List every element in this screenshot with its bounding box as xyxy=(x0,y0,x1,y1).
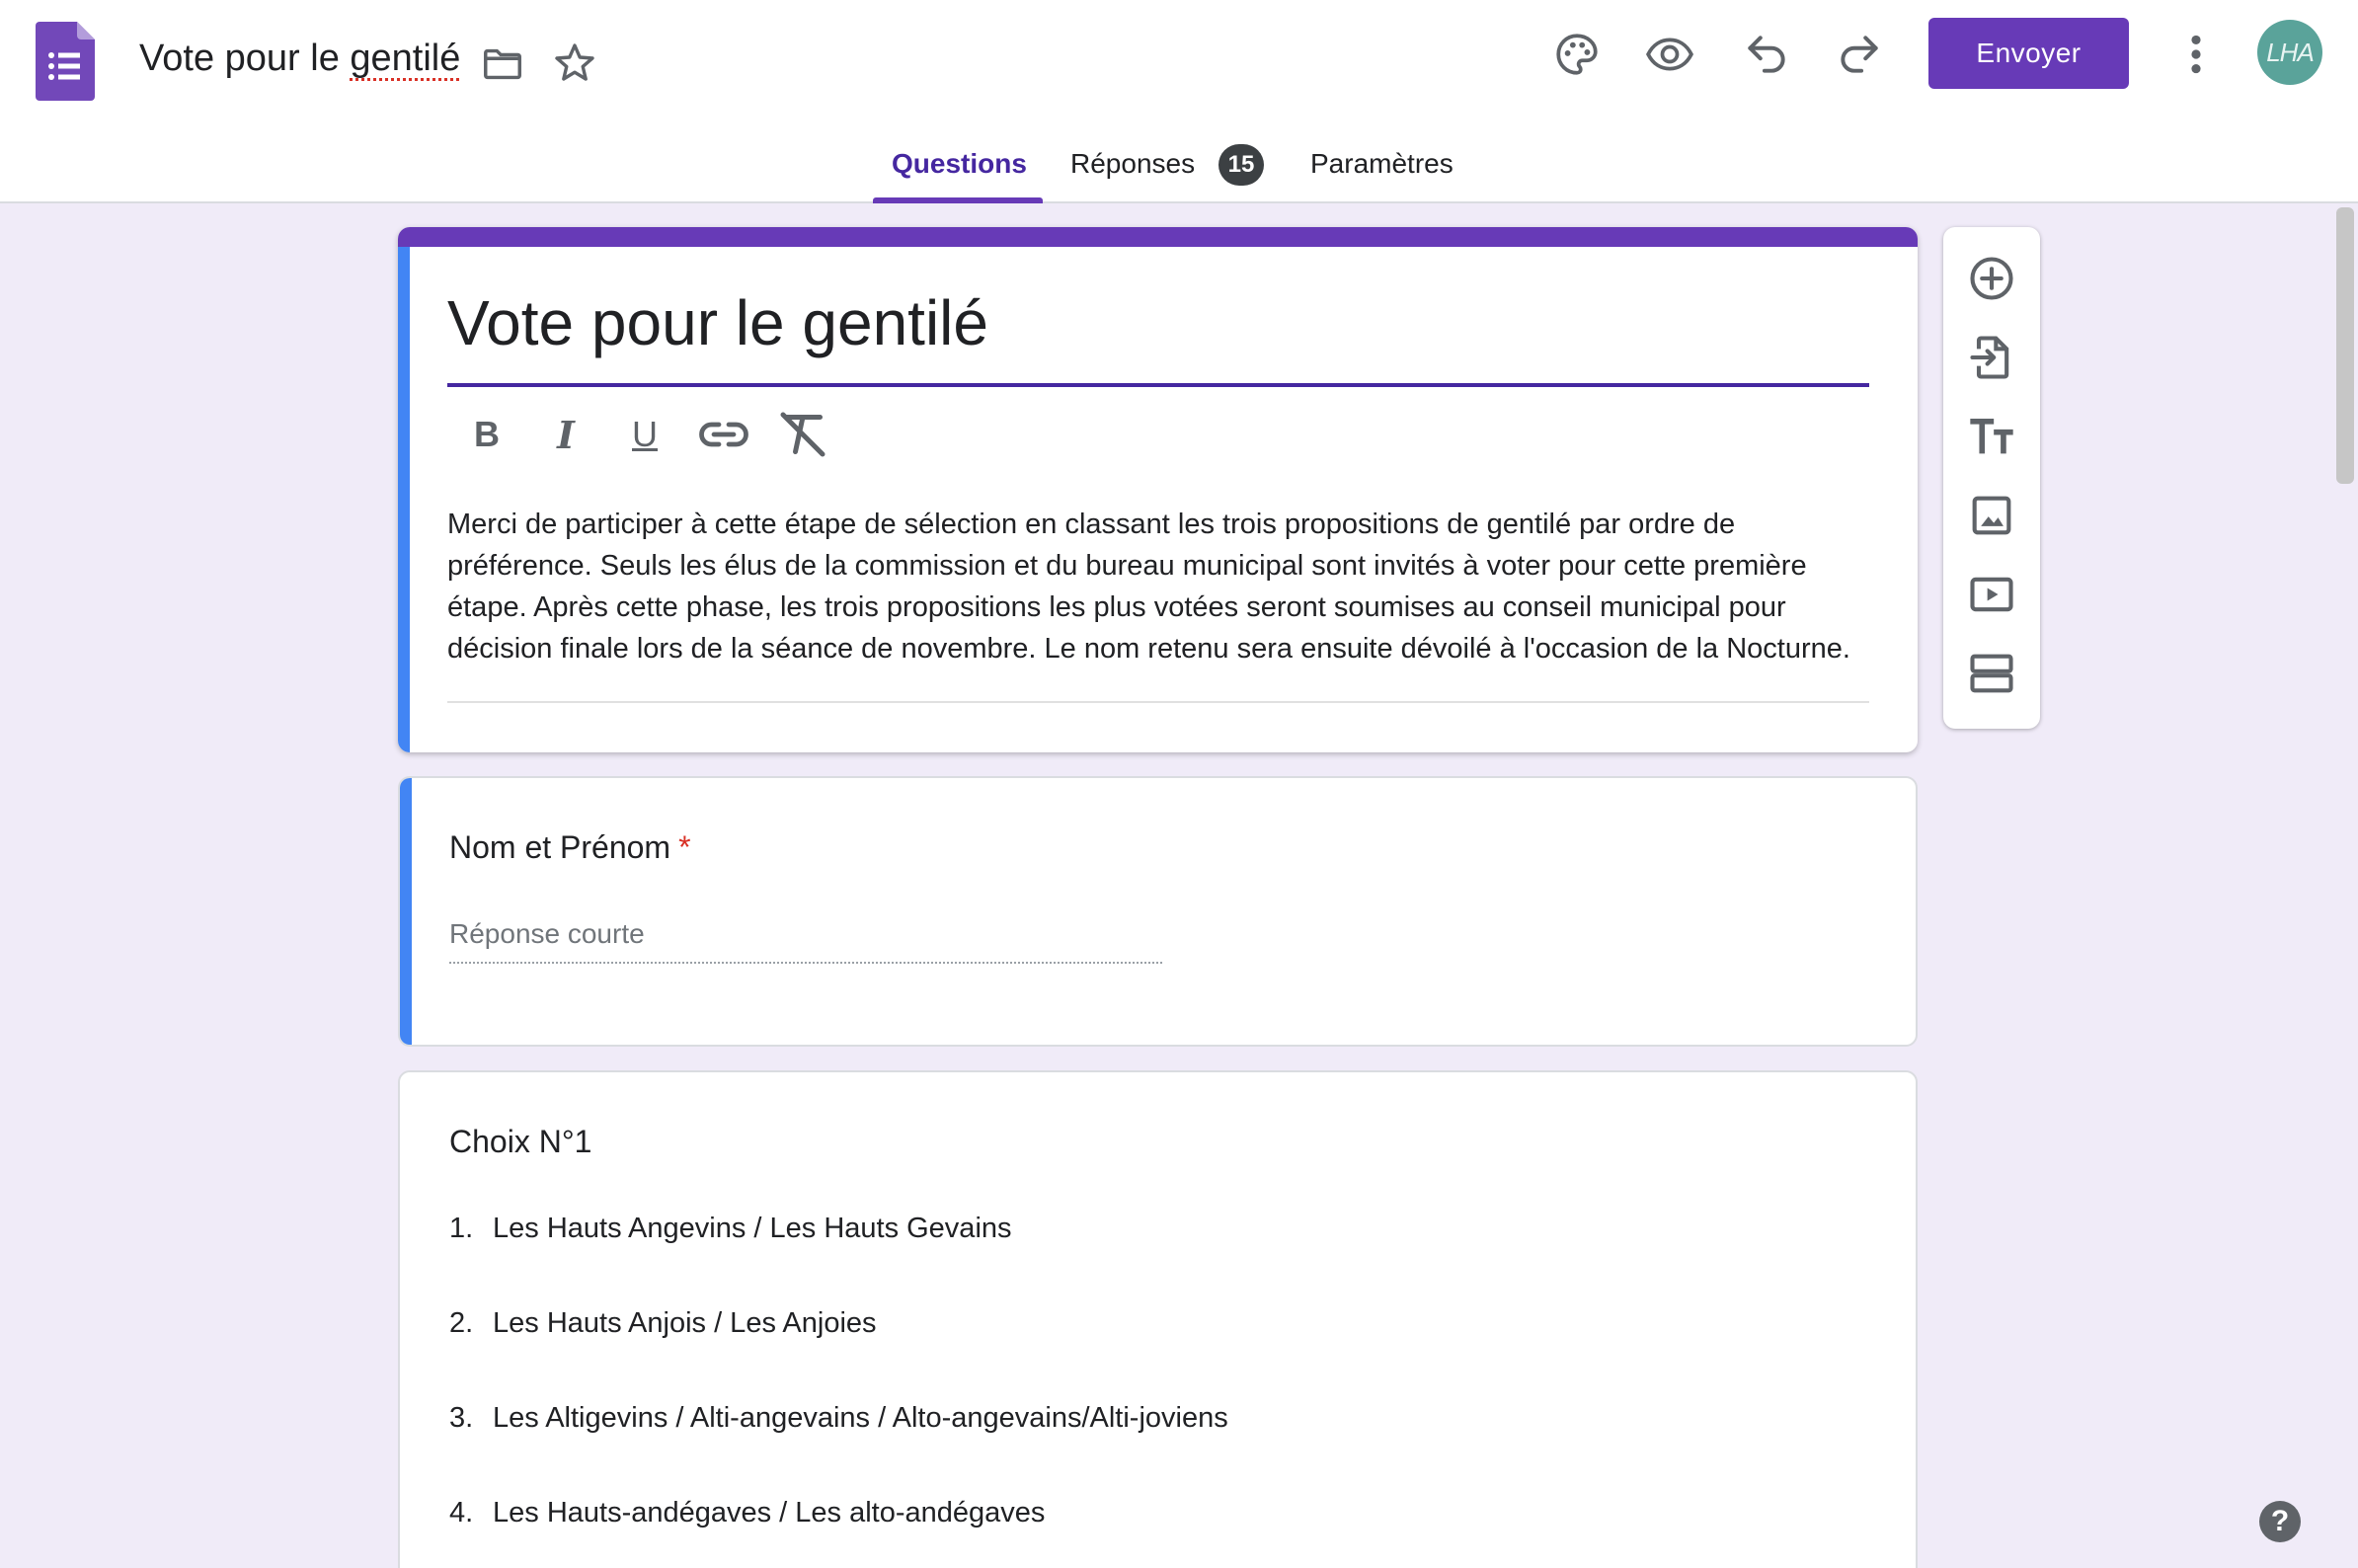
tab-responses[interactable]: Réponses xyxy=(1070,148,1196,179)
list-item-label: Les Hauts Angevins / Les Hauts Gevains xyxy=(493,1213,1012,1244)
list-number: 4. xyxy=(449,1497,474,1529)
import-questions-icon[interactable] xyxy=(1966,332,2017,383)
send-button[interactable]: Envoyer xyxy=(1928,18,2129,89)
palette-icon[interactable] xyxy=(1552,30,1602,79)
more-vert-icon[interactable] xyxy=(2176,30,2216,79)
list-number: 3. xyxy=(449,1402,474,1434)
add-title-icon[interactable] xyxy=(1966,411,2017,462)
list-number: 2. xyxy=(449,1307,474,1339)
list-item xyxy=(449,1213,1012,1245)
redo-icon[interactable] xyxy=(1835,30,1884,79)
document-title-text: Vote pour le xyxy=(139,38,351,79)
italic-button[interactable]: I xyxy=(557,412,575,457)
account-avatar[interactable]: LHA xyxy=(2257,20,2322,85)
add-image-icon[interactable] xyxy=(1966,490,2017,541)
question-card-name[interactable] xyxy=(398,776,1918,1047)
title-input-underline xyxy=(447,383,1869,387)
help-icon[interactable]: ? xyxy=(2259,1501,2301,1542)
short-answer-field: Réponse courte xyxy=(449,918,1162,964)
top-bar xyxy=(0,0,2358,203)
tab-questions[interactable]: Questions xyxy=(892,148,1027,179)
bold-button[interactable]: B xyxy=(474,414,500,454)
list-item-label: Les Hauts Anjois / Les Anjoies xyxy=(493,1307,877,1339)
folder-icon[interactable] xyxy=(480,41,525,87)
required-asterisk: * xyxy=(678,829,691,865)
document-title[interactable] xyxy=(139,38,460,80)
add-video-icon[interactable] xyxy=(1966,569,2017,620)
list-item-label: Les Hauts-andégaves / Les alto-andégaves xyxy=(493,1497,1046,1529)
question-title xyxy=(449,829,691,866)
question-title-text: Nom et Prénom xyxy=(449,829,671,865)
form-title-card[interactable] xyxy=(398,227,1918,752)
title-card-accent xyxy=(398,227,1918,247)
add-question-icon[interactable] xyxy=(1966,253,2017,304)
question-card-choice-1[interactable] xyxy=(398,1070,1918,1568)
question-title: Choix N°1 xyxy=(449,1124,592,1159)
forms-app-icon[interactable] xyxy=(36,22,95,101)
undo-icon[interactable] xyxy=(1742,30,1791,79)
form-tabs xyxy=(0,148,2358,203)
list-number: 1. xyxy=(449,1213,474,1244)
document-title-misspelled-word: gentilé xyxy=(350,38,461,79)
form-title-input[interactable]: Vote pour le gentilé xyxy=(447,287,988,358)
responses-count-badge: 15 xyxy=(1218,144,1264,186)
list-item xyxy=(449,1497,1045,1529)
list-item xyxy=(449,1307,877,1340)
floating-toolbar xyxy=(1943,227,2040,729)
add-section-icon[interactable] xyxy=(1966,648,2017,699)
clear-formatting-icon[interactable] xyxy=(773,405,832,464)
selected-card-indicator xyxy=(398,247,410,752)
star-icon[interactable] xyxy=(551,39,598,87)
page-scrollbar[interactable] xyxy=(2336,207,2354,484)
underline-button[interactable]: U xyxy=(632,414,658,454)
list-item xyxy=(449,1402,1228,1435)
list-item-label: Les Altigevins / Alti-angevains / Alto-angevains/Alti-joviens xyxy=(493,1402,1228,1434)
tab-settings[interactable]: Paramètres xyxy=(1310,148,1454,179)
form-description[interactable]: Merci de participer à cette étape de sélection en classant les trois propositions de gentilé par ordre de préférence. Seuls les élus de la commission et du bureau municipal sont invités à voter pour cette première étape. Après cette phase, les trois propositions les plus votées seront soumises au conseil municipal pour décision finale lors de la séance de novembre. Le nom retenu sera ensuite dévoilé à l'occasion de la Nocturne. xyxy=(447,509,1850,665)
description-underline xyxy=(447,701,1869,703)
link-icon[interactable] xyxy=(694,405,753,464)
preview-eye-icon[interactable] xyxy=(1645,30,1694,79)
active-tab-indicator xyxy=(873,197,1043,203)
selected-card-indicator xyxy=(400,778,412,1045)
